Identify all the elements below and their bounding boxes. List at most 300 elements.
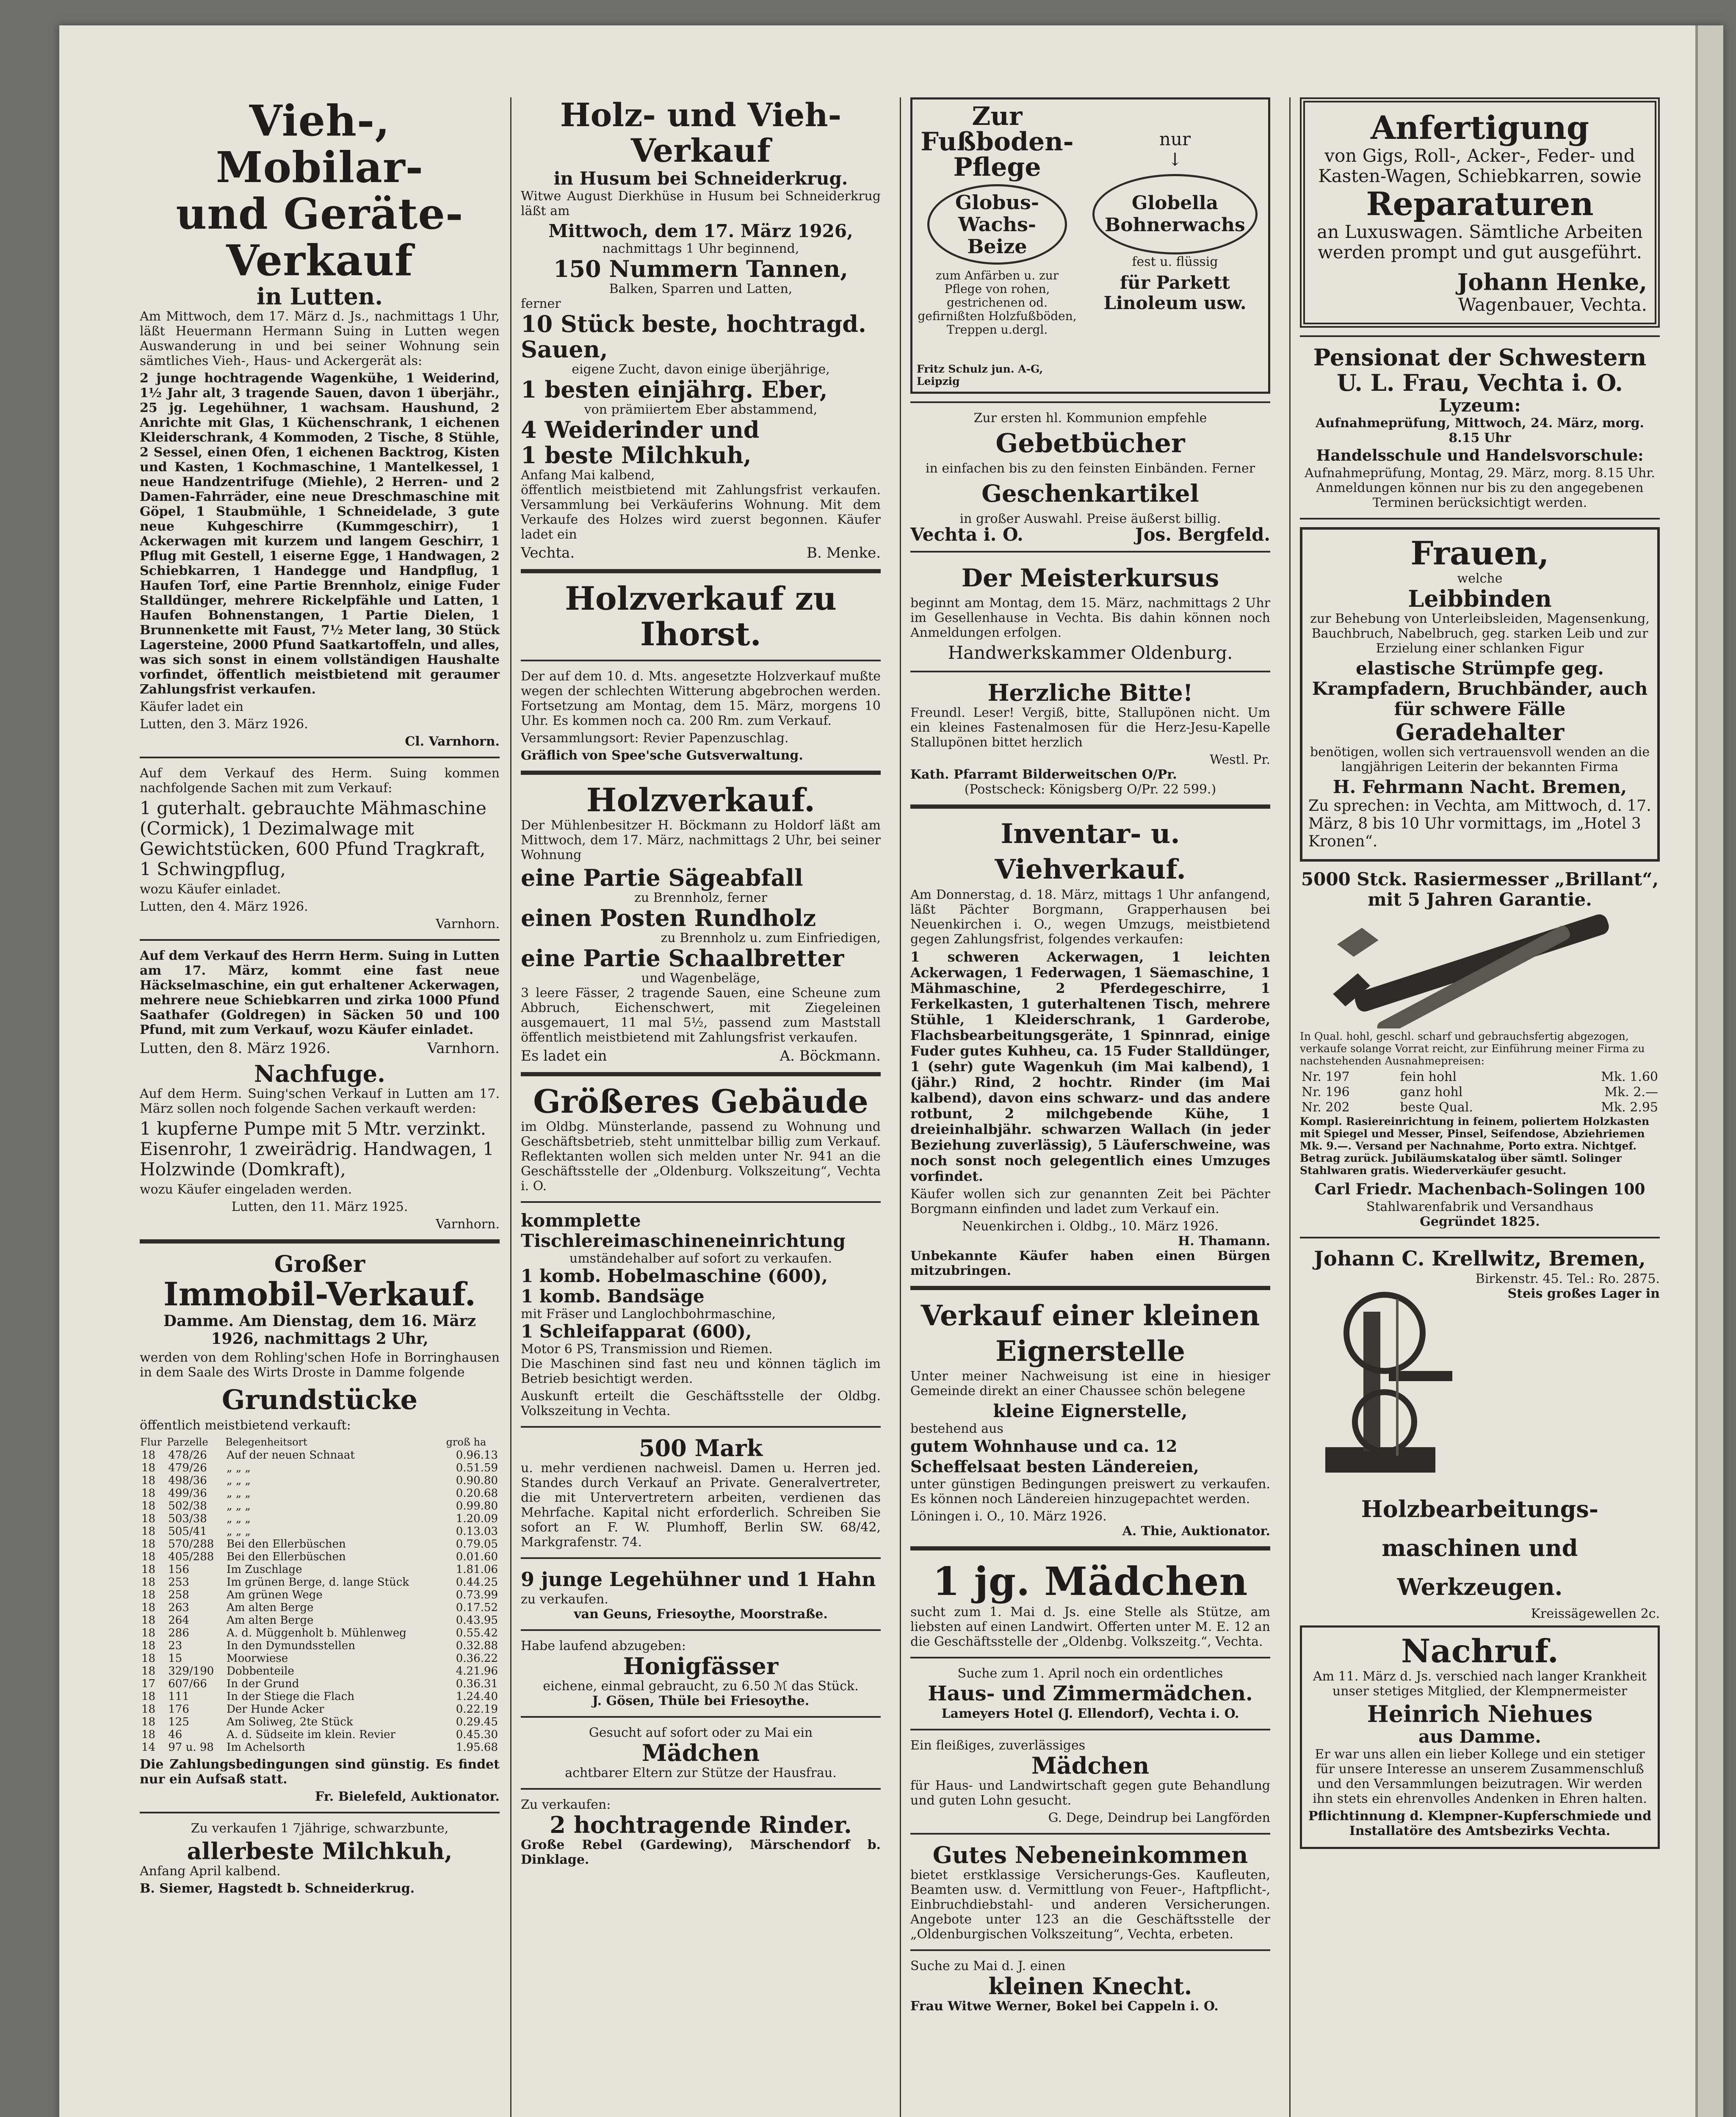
razor-price-table — [1300, 1070, 1660, 1115]
table-cell: 18 — [141, 1576, 156, 1589]
table-cell: 18 — [141, 1474, 156, 1487]
ad-text: Aufnahmeprüfung, Montag, 29. März, morg. 8.15 Uhr. Anmeldungen können nur bis zu den angegebenen Terminen berücksichtigt werden. — [1305, 466, 1655, 510]
table-row — [140, 1525, 500, 1538]
ad-heading: kommplette Tischlereimaschineneinrichtung — [521, 1210, 846, 1251]
table-row — [140, 1589, 500, 1601]
column-4 — [1296, 97, 1664, 2117]
table-cell: 111 — [168, 1690, 189, 1703]
table-cell: Auf der neuen Schnaat — [227, 1449, 355, 1462]
divider — [910, 804, 1270, 809]
table-cell: 46 — [168, 1728, 182, 1741]
table-row — [140, 1563, 500, 1576]
ad-text: Gegründet 1825. — [1420, 1214, 1540, 1229]
ad-heading: Reparaturen — [1366, 185, 1594, 223]
table-row — [1300, 1100, 1660, 1115]
ad-text: von Gigs, Roll-, Acker-, Feder- und Kasten-Wagen, Schiebkarren, sowie — [1318, 145, 1642, 186]
ad-subheading: in Lutten. — [256, 283, 383, 310]
ad-text: beginnt am Montag, dem 15. März, nachmittags 2 Uhr im Gesellenhause in Vechta. Bis dahin können noch Anmeldungen erfolgen. — [910, 596, 1270, 640]
ad-text: Suche zum 1. April noch ein ordentliches — [957, 1666, 1223, 1681]
ad-heading: Gutes Nebeneinkommen — [932, 1841, 1248, 1868]
table-header: groß ha — [446, 1436, 487, 1448]
ad-heading: Leibbinden — [1408, 585, 1552, 612]
table-cell: 502/38 — [168, 1500, 207, 1512]
column-1 — [135, 97, 504, 2117]
ad-date: Lutten, den 8. März 1926. — [140, 1040, 331, 1057]
divider — [1300, 518, 1660, 520]
ad-text: Zu verkaufen: — [521, 1797, 611, 1812]
table-cell: 15 — [168, 1652, 182, 1665]
ad-heading: Mädchen — [1031, 1752, 1150, 1779]
ad-text: Wagenbauer, Vechta. — [1458, 294, 1647, 315]
table-cell: In den Dymundsstellen — [227, 1639, 356, 1652]
ad-text: für Parkett Linoleum usw. — [1103, 272, 1247, 313]
ad-heading: Holzbearbeitungs- maschinen und Werkzeugen. — [1361, 1495, 1599, 1600]
ad-text: Versammlungsort: Revier Papenzuschlag. — [521, 731, 789, 746]
ad-date: Lutten, den 4. März 1926. — [140, 899, 308, 914]
globus-logo: Globus- Wachs-Beize — [927, 184, 1067, 265]
ad-text: Ein fleißiges, zuverlässiges — [910, 1738, 1086, 1753]
ad-text: ferner — [521, 296, 561, 311]
table-cell: Am alten Berge — [227, 1601, 314, 1614]
ad-signature: Lameyers Hotel (J. Ellendorf), Vechta i. O. — [941, 1706, 1239, 1721]
divider — [910, 1833, 1270, 1835]
table-cell: Nr. 202 — [1302, 1100, 1350, 1115]
ad-text: Am Donnerstag, d. 18. März, mittags 1 Uhr anfangend, läßt Pächter Borgmann, Grapperhausen bei Neuenkirchen i. O., wegen Umzugs, meistbietend gegen Zahlungsfrist, folgendes verkaufen: — [910, 887, 1270, 947]
ad-date: Neuenkirchen i. Oldbg., 10. März 1926. — [962, 1219, 1219, 1234]
ad-text: Steis großes Lager in — [1507, 1286, 1660, 1301]
ad-text: von prämiiertem Eber abstammend, — [584, 402, 818, 417]
ad-text: öffentlich meistbietend verkauft: — [140, 1418, 351, 1433]
ad-signature: Cl. Varnhorn. — [405, 734, 500, 749]
table-cell: 286 — [168, 1627, 189, 1639]
ad-heading: Heinrich Niehues — [1367, 1700, 1593, 1727]
table-cell: 18 — [141, 1563, 156, 1576]
table-cell: 0.96.13 — [456, 1449, 498, 1462]
ad-text: Kreissägewellen 2c. — [1531, 1606, 1660, 1621]
ad-text: 1 schweren Ackerwagen, 1 leichten Ackerwagen, 1 Federwagen, 1 Säemaschine, 1 Mähmaschine, 2 Pferdegeschirre, 1 Ferkelkasten, 1 guterhaltenen Tisch, mehrere Stühle, 1 Kleiderschrank, 1 Garderobe, Flachsbearbeitungsgeräte, 1 Spinnrad, einige Fuder gutes Kuhheu, ca. 15 Fuder Stalldünger, 1 (sehr) gute Wagenkuh (im Mai kalbend), 1 (jähr.) Rind, 2 hochtr. Rinder (im Mai kalbend), davon eins schwarz- und das andere rotbunt, 2 milchgebende Kühe, 1 dreieinhalbjähr. schwarzen Wallach (in jeder Beziehung zuverlässig), 5 Läuferschweine, was noch sonst noch gelegentlich eines Umzuges vorfindet. — [910, 949, 1270, 1184]
table-cell: Dobbenteile — [227, 1665, 294, 1678]
ad-text: in großer Auswahl. Preise äußerst billig. — [959, 511, 1221, 526]
divider — [910, 671, 1270, 672]
divider — [910, 551, 1270, 553]
ad-heading: Herzliche Bitte! — [987, 679, 1193, 706]
table-header: Flur — [140, 1436, 162, 1448]
ad-text: Birkenstr. 45. Tel.: Ro. 2875. — [1475, 1271, 1660, 1286]
ad-text: Käufer wollen sich zur genannten Zeit bei Pächter Borgmann einfinden und ladet zum Verkauf ein. — [910, 1187, 1270, 1216]
ad-item: 1 komb. Bandsäge — [521, 1286, 705, 1307]
divider — [910, 1949, 1270, 1951]
ad-text: Freundl. Leser! Vergiß, bitte, Stallupönen nicht. Um ein kleines Fastenalmosen für die Herz-Jesu-Kapelle Stallupönen bittet herzlich — [910, 705, 1270, 750]
table-cell: 0.36.22 — [456, 1652, 498, 1665]
ad-text: Der Mühlenbesitzer H. Böckmann zu Holdorf läßt am Mittwoch, dem 17. März, nachmittags 2 Uhr, bei seiner Wohnung — [521, 818, 881, 862]
ad-heading: 1 jg. Mädchen — [932, 1559, 1248, 1604]
table-cell: 0.73.99 — [456, 1589, 498, 1601]
ad-heading: 9 junge Legehühner und 1 Hahn — [521, 1568, 876, 1591]
table-cell: 0.20.68 — [456, 1487, 498, 1500]
ad-text: werden von dem Rohling'schen Hofe in Borringhausen in dem Saale des Wirts Droste in Damme folgende — [140, 1350, 500, 1380]
ad-heading: Geschenkartikel — [981, 480, 1199, 508]
ad-subheading: Lyzeum: — [1439, 395, 1521, 416]
ad-text: nachmittags 1 Uhr beginnend, — [602, 241, 799, 256]
table-row — [140, 1462, 500, 1474]
table-cell: 0.13.03 — [456, 1525, 498, 1538]
table-cell: A. d. Südseite im klein. Revier — [227, 1728, 395, 1741]
divider — [910, 1286, 1270, 1290]
table-cell: 0.29.45 — [456, 1716, 498, 1728]
ad-signature: Kath. Pfarramt Bilderweitschen O/Pr. — [910, 767, 1177, 782]
nachruf-box — [1300, 1625, 1660, 1849]
ad-heading: Holzverkauf zu Ihorst. — [565, 580, 837, 653]
table-cell: „ „ „ — [227, 1462, 251, 1474]
table-row — [140, 1741, 500, 1754]
ad-place: Vechta. — [521, 544, 575, 561]
table-row — [140, 1487, 500, 1500]
table-cell: 18 — [141, 1690, 156, 1703]
table-row — [140, 1538, 500, 1550]
table-cell: ganz hohl — [1400, 1085, 1463, 1100]
ad-text: welche — [1457, 571, 1503, 586]
divider — [910, 1657, 1270, 1658]
ad-text: Aufnahmeprüfung, Mittwoch, 24. März, morg. 8.15 Uhr — [1316, 416, 1644, 445]
table-cell: 18 — [141, 1550, 156, 1563]
table-cell: Nr. 197 — [1302, 1070, 1350, 1084]
ad-text: im Oldbg. Münsterlande, passend zu Wohnung und Geschäftsbetrieb, steht unmittelbar billig zum Verkauf. Reflektanten wollen sich melden unter Nr. 941 an die Geschäftsstelle der „Oldenburg. Volkszeitung“, Vechta i. O. — [521, 1119, 881, 1194]
table-cell: 253 — [168, 1576, 189, 1589]
table-row — [1300, 1070, 1660, 1085]
table-cell: Bei den Ellerbüschen — [227, 1550, 346, 1563]
divider — [1300, 335, 1660, 337]
divider — [910, 401, 1270, 403]
ad-item: gutem Wohnhause und ca. 12 Scheffelsaat besten Ländereien, — [910, 1437, 1199, 1476]
table-row — [140, 1474, 500, 1487]
ad-heading: 2 hochtragende Rinder. — [550, 1811, 852, 1838]
ad-signature: van Geuns, Friesoythe, Moorstraße. — [574, 1607, 828, 1622]
ad-signature: Fr. Bielefeld, Auktionator. — [315, 1789, 500, 1804]
table-cell: 18 — [141, 1614, 156, 1627]
table-cell: Am grünen Wege — [227, 1589, 323, 1601]
divider — [521, 1201, 881, 1203]
table-cell: Im grünen Berge, d. lange Stück — [227, 1576, 409, 1589]
table-cell: 18 — [141, 1639, 156, 1652]
binding-gutter — [1695, 25, 1723, 2117]
table-cell: „ „ „ — [227, 1474, 251, 1487]
table-cell: „ „ „ — [227, 1500, 251, 1512]
ad-heading: Verkauf einer kleinen Eignerstelle — [921, 1299, 1260, 1368]
table-cell: 18 — [141, 1703, 156, 1716]
ad-text: nur — [1159, 129, 1191, 149]
ad-place: Vechta i. O. — [910, 524, 1023, 545]
ad-heading: Mädchen — [641, 1739, 760, 1766]
ad-text: Auskunft erteilt die Geschäftsstelle der Oldbg. Volkszeitung in Vechta. — [521, 1389, 881, 1418]
ad-text: Auf dem Verkauf des Herm. Suing kommen nachfolgende Sachen mit zum Verkauf: — [140, 766, 500, 796]
divider — [521, 1716, 881, 1718]
table-cell: 18 — [141, 1525, 156, 1538]
ad-signature: Johann Henke, — [1457, 268, 1647, 296]
table-cell: 0.55.42 — [456, 1627, 498, 1639]
ad-text: Suche zu Mai d. J. einen — [910, 1959, 1066, 1973]
ad-text: und Wagenbeläge, — [641, 971, 760, 986]
table-cell: 18 — [141, 1538, 156, 1550]
table-cell: 499/36 — [168, 1487, 207, 1500]
table-row — [1300, 1085, 1660, 1100]
ad-pretitle: Großer — [274, 1250, 365, 1277]
table-cell: Am alten Berge — [227, 1614, 314, 1627]
column-3 — [906, 97, 1274, 2117]
ad-text: Die Maschinen sind fast neu und können täglich im Betrieb besichtigt werden. — [521, 1357, 881, 1386]
ad-text: (Postscheck: Königsberg O/Pr. 22 599.) — [964, 782, 1216, 797]
ad-heading: Geradehalter — [1395, 719, 1565, 746]
table-cell: 503/38 — [168, 1512, 207, 1525]
ad-signature: H. Thamann. — [1178, 1234, 1270, 1249]
ad-heading: Holz- und Vieh-Verkauf — [560, 97, 842, 169]
ad-text: Die Zahlungsbedingungen sind günstig. Es findet nur ein Aufsaß statt. — [140, 1757, 500, 1787]
divider — [521, 660, 881, 661]
ad-heading: Honigfässer — [623, 1653, 779, 1680]
ad-text: wozu Käufer einladet. — [140, 882, 281, 897]
table-cell: Der Hunde Acker — [227, 1703, 324, 1716]
divider — [910, 1729, 1270, 1730]
ad-item: 4 Weiderinder und — [521, 416, 760, 443]
table-cell: 14 — [141, 1741, 156, 1754]
ad-text: zu Brennholz, ferner — [634, 890, 767, 905]
table-cell: 18 — [141, 1716, 156, 1728]
divider — [521, 1629, 881, 1631]
divider — [521, 1788, 881, 1790]
column-rule — [1289, 97, 1291, 2117]
table-cell: 18 — [141, 1500, 156, 1512]
ad-text: Auf dem Herm. Suing'schen Verkauf in Lutten am 17. März sollen noch folgende Sachen verkauft werden: — [140, 1086, 500, 1116]
ad-text: zu verkaufen. — [521, 1592, 608, 1607]
ad-signature: Jos. Bergfeld. — [1135, 524, 1270, 545]
table-cell: 0.45.30 — [456, 1728, 498, 1741]
ad-text: an Luxuswagen. Sämtliche Arbeiten werden prompt und gut ausgeführt. — [1317, 221, 1643, 263]
ad-text: unter günstigen Bedingungen preiswert zu verkaufen. Es können noch Ländereien hinzugepachtet werden. — [910, 1477, 1270, 1506]
ad-heading: Johann C. Krellwitz, Bremen, — [1314, 1247, 1646, 1271]
table-row — [140, 1576, 500, 1589]
ad-subheading: aus Damme. — [1418, 1726, 1541, 1747]
ad-text: eigene Zucht, davon einige überjährige, — [572, 362, 830, 377]
divider — [140, 939, 500, 941]
table-cell: 18 — [141, 1652, 156, 1665]
ad-text: Der auf dem 10. d. Mts. angesetzte Holzverkauf mußte wegen der schlechten Witterung abgebrochen werden. Fortsetzung am Montag, dem 15. März, morgens 10 Uhr. Es kommen noch ca. 200 Rm. zum Verkauf. — [521, 669, 881, 728]
table-row — [140, 1652, 500, 1665]
table-cell: 18 — [141, 1627, 156, 1639]
ad-signature: Große Rebel (Gardewing), Märschendorf b. Dinklage. — [521, 1838, 881, 1867]
ad-text: Unter meiner Nachweisung ist eine in hiesiger Gemeinde direkt an einer Chaussee schön belegene — [910, 1369, 1270, 1398]
ad-heading: Nachruf. — [1401, 1632, 1559, 1670]
ad-text: zum Anfärben u. zur Pflege von rohen, gestrichenen od. gefirnißten Holzfußböden, Treppen u.dergl. — [918, 268, 1077, 337]
ad-heading: 5000 Stck. Rasiermesser „Brillant“, mit 5 Jahren Garantie. — [1301, 869, 1659, 910]
ad-text: Kompl. Rasiereinrichtung in feinem, poliertem Holzkasten mit Spiegel und Messer, Pinsel, Seifendose, Abziehriemen Mk. 9.—. Versand per Nachnahme, Porto extra. Nichtgef. Betrag zurück. Jubiläumskatalog über sämtl. Solinger Stahlwaren gratis. Wiederverkäufer gesucht. — [1300, 1115, 1650, 1177]
table-cell: 18 — [141, 1589, 156, 1601]
ad-page — [135, 97, 1668, 2117]
table-cell: 0.01.60 — [456, 1550, 498, 1563]
column-rule — [900, 97, 901, 2117]
ad-signature: A. Thie, Auktionator. — [1122, 1524, 1270, 1539]
ad-text: Damme. Am Dienstag, dem 16. März 1926, nachmittags 2 Uhr, — [163, 1312, 476, 1348]
table-cell: 0.36.31 — [456, 1678, 498, 1690]
table-cell: 1.24.40 — [456, 1690, 498, 1703]
ad-heading: 500 Mark — [639, 1434, 763, 1462]
ad-text: Westl. Pr. — [1209, 752, 1270, 767]
table-cell: 0.17.52 — [456, 1601, 498, 1614]
divider — [140, 757, 500, 758]
ad-text: Zu sprechen: in Vechta, am Mittwoch, d. 17. März, 8 bis 10 Uhr vormittags, im „Hotel 3 Kronen“. — [1308, 797, 1651, 850]
table-cell: 0.51.59 — [456, 1462, 498, 1474]
ad-heading: Nachfuge. — [254, 1060, 385, 1087]
table-cell: 18 — [141, 1487, 156, 1500]
table-row — [140, 1716, 500, 1728]
table-cell: 264 — [168, 1614, 189, 1627]
ad-text: sucht zum 1. Mai d. Js. eine Stelle als Stütze, am liebsten auf einen Landwirt. Offerten unter M. E. 12 an die Geschäftsstelle der „Oldenbg. Volkszeitg.“, Vechta. — [910, 1605, 1270, 1649]
wax-advert — [910, 97, 1270, 394]
table-cell: 0.22.19 — [456, 1703, 498, 1716]
ad-item: 150 Nummern Tannen, — [553, 255, 849, 282]
table-cell: 405/288 — [168, 1550, 214, 1563]
table-cell: 18 — [141, 1601, 156, 1614]
ad-signature: J. Gösen, Thüle bei Friesoythe. — [592, 1694, 810, 1708]
parcel-table — [140, 1435, 500, 1754]
table-cell: 498/36 — [168, 1474, 207, 1487]
ad-heading: Pensionat der Schwestern U. L. Frau, Vechta i. O. — [1313, 344, 1647, 396]
table-cell: 156 — [168, 1563, 189, 1576]
ad-item: elastische Strümpfe geg. Krampfadern, Bruchbänder, auch für schwere Fälle — [1312, 658, 1648, 719]
ad-item: einen Posten Rundholz — [521, 904, 816, 931]
ad-item: 1 beste Milchkuh, — [521, 442, 752, 469]
table-cell: Im Zuschlage — [227, 1563, 302, 1576]
table-cell: 0.90.80 — [456, 1474, 498, 1487]
table-cell: 125 — [168, 1716, 189, 1728]
table-row — [140, 1703, 500, 1716]
ad-heading: Vieh-, Mobilar- und Geräte-Verkauf — [176, 97, 464, 285]
column-rule — [510, 97, 511, 2117]
ad-text: in einfachen bis zu den feinsten Einbänden. Ferner — [925, 461, 1255, 476]
table-cell: Mk. 2.— — [1604, 1085, 1658, 1100]
ad-text: mit Fräser und Langlochbohrmaschine, — [521, 1307, 776, 1321]
ad-heading: Frauen, — [1410, 534, 1549, 572]
table-cell: fein hohl — [1400, 1070, 1457, 1084]
ad-item: 1 Schleifapparat (600), — [521, 1321, 752, 1342]
ad-text: Am Mittwoch, dem 17. März d. Js., nachmittags 1 Uhr, läßt Heuermann Hermann Suing in Lutten wegen Auswanderung in und bei seiner Wohnung sein sämtliches Vieh-, Haus- und Ackergerät als: — [140, 309, 500, 368]
henke-box — [1300, 97, 1660, 328]
divider — [140, 1239, 500, 1244]
divider — [521, 1072, 881, 1076]
ad-text: fest u. flüssig — [1132, 254, 1218, 269]
ad-signature: A. Böckmann. — [780, 1047, 881, 1064]
table-row — [140, 1728, 500, 1741]
ad-text: Balken, Sparren und Latten, — [609, 282, 793, 296]
table-cell: A. d. Müggenholt b. Mühlenweg — [227, 1627, 406, 1639]
ad-heading: Immobil-Verkauf. — [163, 1275, 476, 1313]
ad-text: wozu Käufer eingeladen werden. — [140, 1182, 352, 1197]
ad-signature: Varnhorn. — [427, 1040, 500, 1057]
table-cell: In der Stiege die Flach — [227, 1690, 355, 1703]
ad-heading: allerbeste Milchkuh, — [187, 1838, 453, 1865]
globella-logo: Globella Bohnerwachs — [1092, 174, 1258, 254]
table-cell: 570/288 — [168, 1538, 214, 1550]
arrow-icon: ↓ — [1167, 149, 1183, 170]
table-cell: 17 — [141, 1678, 156, 1690]
ad-date: Lutten, den 3. März 1926. — [140, 717, 308, 732]
ad-text: umständehalber auf sofort zu verkaufen. — [569, 1251, 832, 1266]
ad-heading: Der Meisterkursus — [961, 564, 1219, 592]
table-cell: 18 — [141, 1512, 156, 1525]
ad-text: bestehend aus — [910, 1421, 1003, 1436]
ad-signature: Varnhorn. — [435, 917, 500, 931]
ad-text: Unbekannte Käufer haben einen Bürgen mitzubringen. — [910, 1249, 1270, 1278]
ad-text: Zur ersten hl. Kommunion empfehle — [973, 411, 1207, 426]
table-row — [140, 1500, 500, 1512]
ad-date: Löningen i. O., 10. März 1926. — [910, 1509, 1107, 1524]
table-row — [140, 1512, 500, 1525]
ad-text: 3 leere Fässer, 2 tragende Sauen, eine Scheune zum Abbruch, Eichenschwert, mit Ziegeleinen ausgemauert, 11 mal 5½, passend zum Maststall öffentlich meistbietend mit Zahlungsfrist verkaufen. — [521, 986, 881, 1045]
ad-signature: Frau Witwe Werner, Bokel bei Cappeln i. O. — [910, 1999, 1219, 2014]
table-cell: 18 — [141, 1665, 156, 1678]
ad-item: 1 besten einjährg. Eber, — [521, 376, 828, 403]
table-cell: „ „ „ — [227, 1525, 251, 1538]
table-cell: 479/26 — [168, 1462, 207, 1474]
table-row — [140, 1690, 500, 1703]
ad-text: Habe laufend abzugeben: — [521, 1639, 686, 1653]
table-cell: Moorwiese — [227, 1652, 288, 1665]
ad-text: benötigen, wollen sich vertrauensvoll wenden an die langjährigen Leiterin der bekannten Firma — [1310, 745, 1650, 774]
column-2 — [517, 97, 885, 2117]
ad-heading: Inventar- u. Viehverkauf. — [995, 818, 1186, 885]
ad-text: 2 junge hochtragende Wagenkühe, 1 Weiderind, 1½ Jahr alt, 3 tragende Sauen, davon 1 überjähr., 25 jg. Legehühner, 1 wachsam. Haushund, 2 Anrichte mit Glas, 1 Küchenschrank, 1 eichenen Kleiderschrank, 4 Kommoden, 2 Tische, 8 Stühle, 2 Sessel, einen Ofen, 1 eichenen Backtrog, Kisten und Kasten, 1 Kochmaschine, 1 Mantelkessel, 1 neue Handzentrifuge (Miehle), 2 Herren- und 2 Damen-Fahrräder, eine neue Dreschmaschine mit Göpel, 1 Staubmühle, 1 Schneidelade, 3 gute neue Kuhgeschirre (Kummgeschirr), 1 Ackerwagen mit kurzem und langem Geschirr, 1 Pflug mit Gestell, 1 eiserne Egge, 1 Handwagen, 2 Schiebkarren, 1 Handegge und Handpflug, 1 Haufen Torf, eine Partie Brennholz, einige Fuder Stalldünger, mehrere Rickelpfähle und Latten, 1 Haufen Bohnenstangen, 1 Partie Dielen, 1 Brunnenkette mit Faust, 7½ Meter lang, 30 Stück Lagersteine, 2000 Pfund Saatkartoffeln, und alles, was sich sonst in einem vollständigen Haushalte vorfindet, öffentlich meistbietend mit geraumer Zahlungsfrist verkaufen. — [140, 371, 500, 697]
ad-text: öffentlich meistbietend mit Zahlungsfrist verkaufen. Versammlung bei Verkäuferins Wohnung. Mit dem Verkaufe des Holzes wird zuerst begonnen. Käufer ladet ein — [521, 483, 881, 542]
table-cell: 18 — [141, 1449, 156, 1462]
table-row — [140, 1665, 500, 1678]
table-row — [140, 1678, 500, 1690]
ad-text: Motor 6 PS, Transmission und Riemen. — [521, 1342, 773, 1357]
divider — [140, 1812, 500, 1813]
ad-heading: Gebetbücher — [995, 428, 1185, 459]
table-row — [140, 1601, 500, 1614]
ad-text: zu Brennholz u. zum Einfriedigen, — [661, 931, 881, 945]
ad-text: In Qual. hohl, geschl. scharf und gebrauchsfertig abgezogen, verkaufe solange Vorrat reicht, zur Einführung meiner Firma zu nachstehenden Ausnahmepreisen: — [1300, 1030, 1645, 1067]
ad-text: Käufer ladet ein — [140, 699, 244, 714]
ad-text: Anfang Mai kalbend, — [521, 468, 655, 483]
ad-item: kleine Eignerstelle, — [993, 1401, 1188, 1421]
ad-text: für Haus- und Landwirtschaft gegen gute Behandlung und guten Lohn gesucht. — [910, 1778, 1270, 1808]
table-cell: 1.20.09 — [456, 1512, 498, 1525]
ad-text: zur Behebung von Unterleibsleiden, Magensenkung, Bauchbruch, Nabelbruch, geg. starken Leib und zur Erzielung einer schlanken Figur — [1310, 611, 1650, 656]
table-cell: 329/190 — [168, 1665, 214, 1678]
table-cell: 478/26 — [168, 1449, 207, 1462]
table-cell: 1.81.06 — [456, 1563, 498, 1576]
table-cell: Am Soliweg, 2te Stück — [227, 1716, 353, 1728]
table-header: Parzelle — [167, 1436, 208, 1448]
table-cell: 176 — [168, 1703, 189, 1716]
ad-heading: Haus- und Zimmermädchen. — [928, 1682, 1253, 1705]
ad-text: bietet erstklassige Versicherungs-Ges. Kaufleuten, Beamten usw. d. Vermittlung von Feuer-, Haftpflicht-, Einbruchdiebstahl- und anderen Versicherungen. Angebote unter 123 an die Geschäftsstelle der „Oldenburgischen Volkszeitung“, Vechta, erbeten. — [910, 1868, 1270, 1942]
table-row — [140, 1550, 500, 1563]
newspaper-sheet — [59, 25, 1723, 2117]
table-cell: Mk. 1.60 — [1601, 1070, 1658, 1084]
ad-signature: Pflichtinnung d. Klempner-Kupferschmiede und Installatöre des Amtsbezirks Vechta. — [1308, 1809, 1652, 1838]
table-row — [140, 1639, 500, 1652]
table-cell: Nr. 196 — [1302, 1085, 1350, 1100]
table-cell: „ „ „ — [227, 1512, 251, 1525]
ad-date: Lutten, den 11. März 1925. — [231, 1199, 408, 1214]
table-cell: 505/41 — [168, 1525, 207, 1538]
table-cell: 0.43.95 — [456, 1614, 498, 1627]
ad-heading: Zur Fußboden-Pflege — [921, 102, 1074, 182]
table-cell: 0.32.88 — [456, 1639, 498, 1652]
table-cell: beste Qual. — [1400, 1100, 1473, 1115]
ad-text: Stahlwarenfabrik und Versandhaus — [1366, 1199, 1594, 1214]
ad-text: Er war uns allen ein lieber Kollege und ein stetiger für unsere Interesse an unserem Zusammenschluß und den Versammlungen beizutragen. Wir werden ihn stets ein ehrenvolles Andenken in Ehren halten. — [1313, 1747, 1647, 1806]
